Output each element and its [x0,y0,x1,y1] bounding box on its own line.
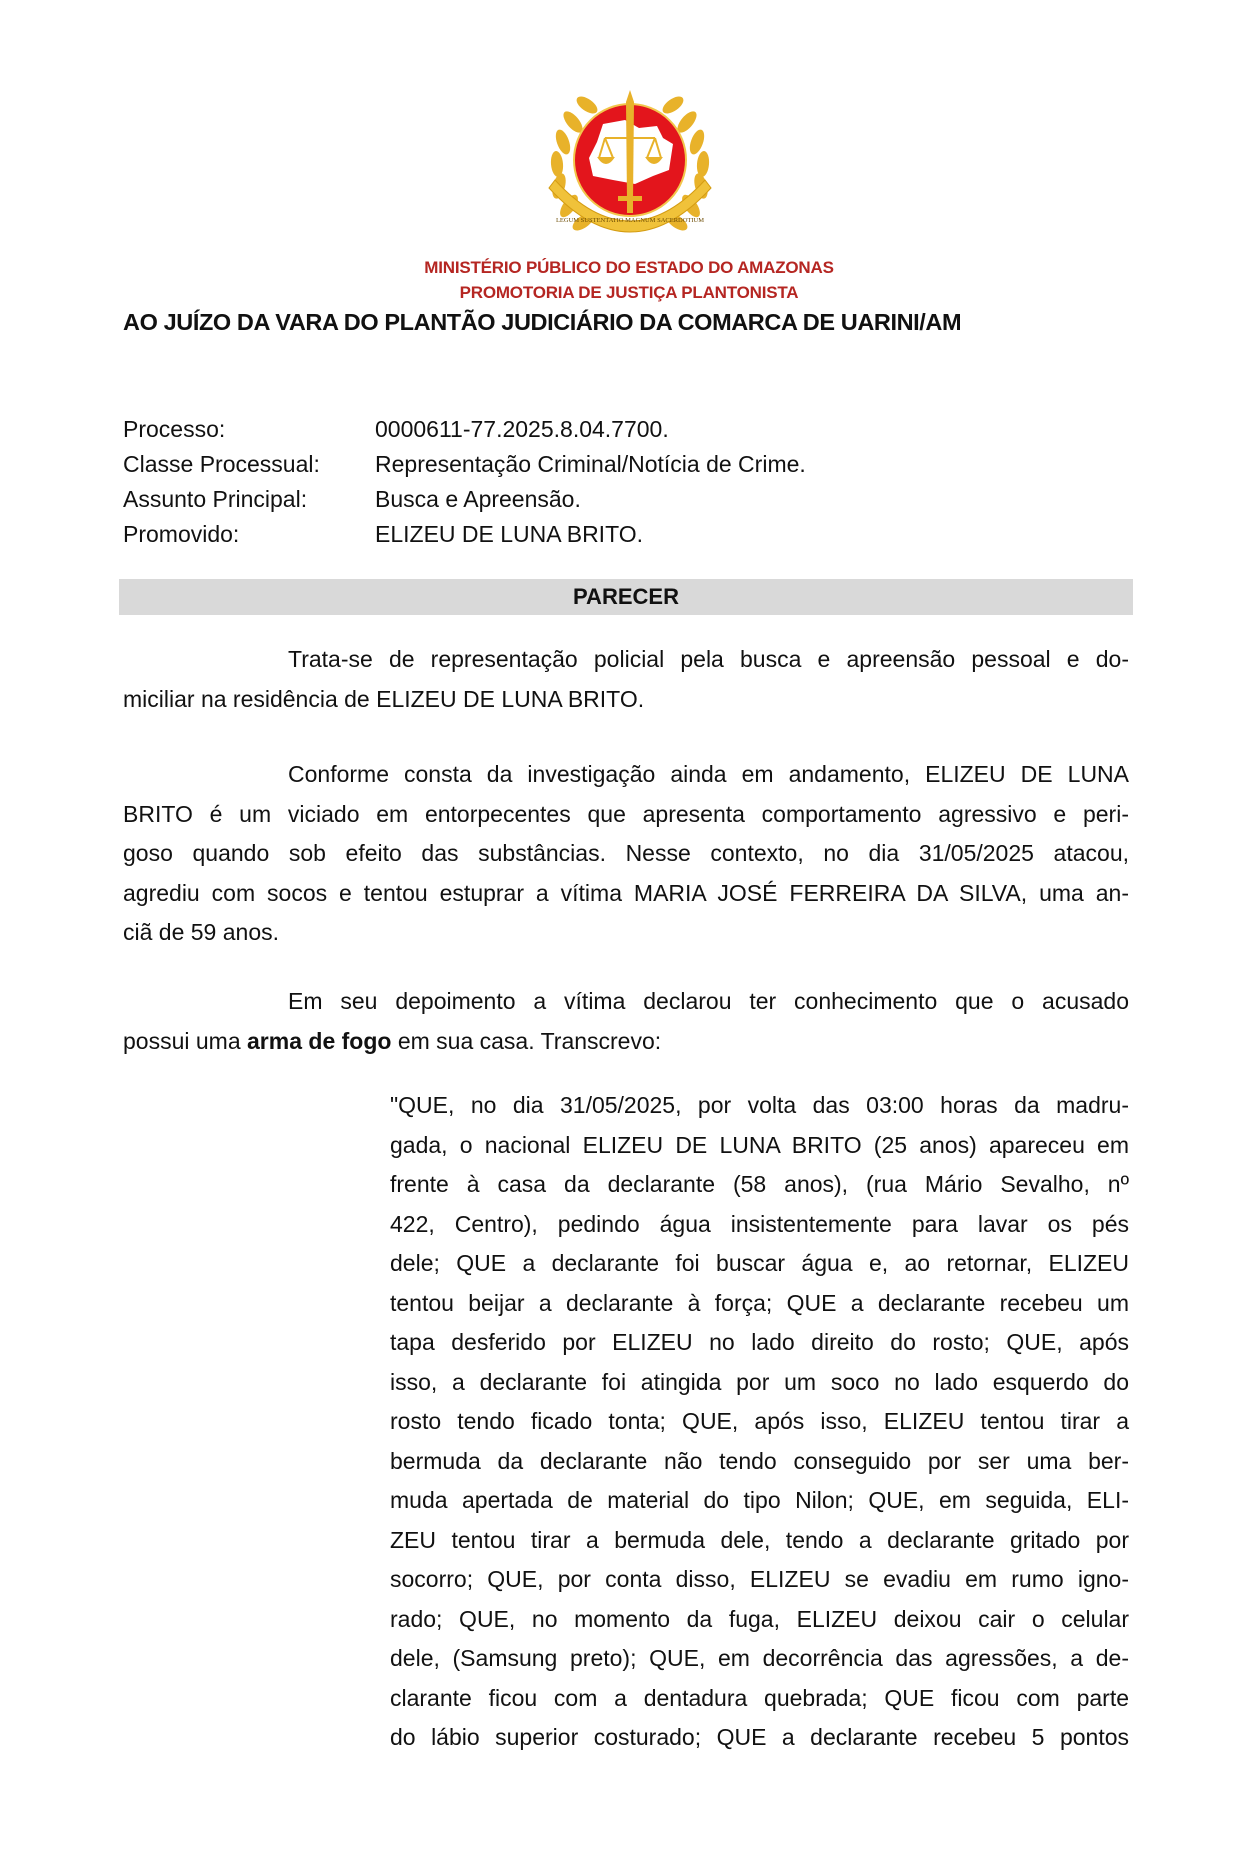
case-subject: Busca e Apreensão. [375,486,581,512]
case-class: Representação Criminal/Notícia de Crime. [375,451,806,477]
seal-motto: LEGUM SUSTENTATIO MAGNUM SACERDOTIUM [555,217,705,224]
quote-line: ZEU tentou tirar a bermuda dele, tendo a declarante gritado por [390,1526,1129,1553]
quote-line: clarante ficou com a dentadura quebrada; QUE ficou com parte [390,1684,1129,1711]
quote-line: dele; QUE a declarante foi buscar água e, ao retornar, ELIZEU [390,1250,1129,1276]
case-info-row-classe [123,447,806,482]
quote-line: tentou beijar a declarante à força; QUE a declarante recebeu um [390,1289,1129,1316]
ministerio-publico-seal-icon [535,72,725,252]
quote-line: "QUE, no dia 31/05/2025, por volta das 03:00 horas da madru- [390,1092,1129,1118]
organization-name: MINISTÉRIO PÚBLICO DO ESTADO DO AMAZONAS [424,258,834,277]
quote-line: frente à casa da declarante (58 anos), (rua Mário Sevalho, nº [390,1171,1129,1197]
paragraph-investigation [123,755,1129,953]
defendant-name: ELIZEU DE LUNA BRITO. [375,521,643,547]
quote-line: gada, o nacional ELIZEU DE LUNA BRITO (25 anos) apareceu em [390,1131,1129,1158]
text-line: miciliar na residência de ELIZEU DE LUNA BRITO. [123,685,645,712]
quote-line: rado; QUE, no momento da fuga, ELIZEU deixou cair o celular [390,1605,1129,1632]
organization-unit: PROMOTORIA DE JUSTIÇA PLANTONISTA [459,283,799,302]
case-info-row-processo [123,412,806,447]
text-line: ciã de 59 anos. [123,919,280,945]
text-line: Em seu depoimento a vítima declarou ter conhecimento que o acusado [288,988,1129,1014]
paragraph-testimony [123,982,1129,1061]
case-info-row-promovido [123,517,806,552]
testimony-quote [390,1086,1129,1758]
text-line: agrediu com socos e tentou estuprar a vítima MARIA JOSÉ FERREIRA DA SILVA, uma an- [123,879,1129,906]
text-line: possui uma arma de fogo em sua casa. Transcrevo: [123,1027,662,1054]
emphasis-firearm: arma de fogo [247,1027,392,1054]
text-line: Trata-se de representação policial pela busca e apreensão pessoal e do- [288,646,1129,672]
quote-line: rosto tendo ficado tonta; QUE, após isso, ELIZEU tentou tirar a [390,1408,1129,1434]
quote-line: bermuda da declarante não tendo conseguido por ser uma ber- [390,1447,1129,1474]
text-line: BRITO é um viciado em entorpecentes que apresenta comportamento agressivo e peri- [123,800,1129,827]
case-info-row-assunto [123,482,806,517]
case-info [123,412,806,552]
case-info-label: Promovido: [123,521,240,547]
quote-line: do lábio superior costurado; QUE a declarante recebeu 5 pontos [390,1724,1129,1750]
quote-line: 422, Centro), pedindo água insistentemente para lavar os pés [390,1210,1129,1237]
quote-line: muda apertada de material do tipo Nilon; QUE, em seguida, ELI- [390,1487,1129,1513]
case-info-label: Processo: [123,416,226,442]
quote-line: isso, a declarante foi atingida por um soco no lado esquerdo do [390,1368,1129,1395]
quote-line: tapa desferido por ELIZEU no lado direito do rosto; QUE, após [390,1329,1129,1355]
text-line: Conforme consta da investigação ainda em andamento, ELIZEU DE LUNA [288,761,1129,787]
paragraph-intro [123,640,1129,719]
case-info-label: Assunto Principal: [123,486,308,512]
case-number: 0000611-77.2025.8.04.7700. [375,416,669,442]
text-line: goso quando sob efeito das substâncias. Nesse contexto, no dia 31/05/2025 atacou, [123,840,1129,866]
case-info-label: Classe Processual: [123,451,320,477]
addressee-heading: AO JUÍZO DA VARA DO PLANTÃO JUDICIÁRIO DA COMARCA DE UARINI/AM [123,309,962,335]
quote-line: socorro; QUE, por conta disso, ELIZEU se evadiu em rumo igno- [390,1566,1129,1592]
section-title-parecer: PARECER [119,579,1133,615]
quote-line: dele, (Samsung preto); QUE, em decorrência das agressões, a de- [390,1645,1129,1671]
